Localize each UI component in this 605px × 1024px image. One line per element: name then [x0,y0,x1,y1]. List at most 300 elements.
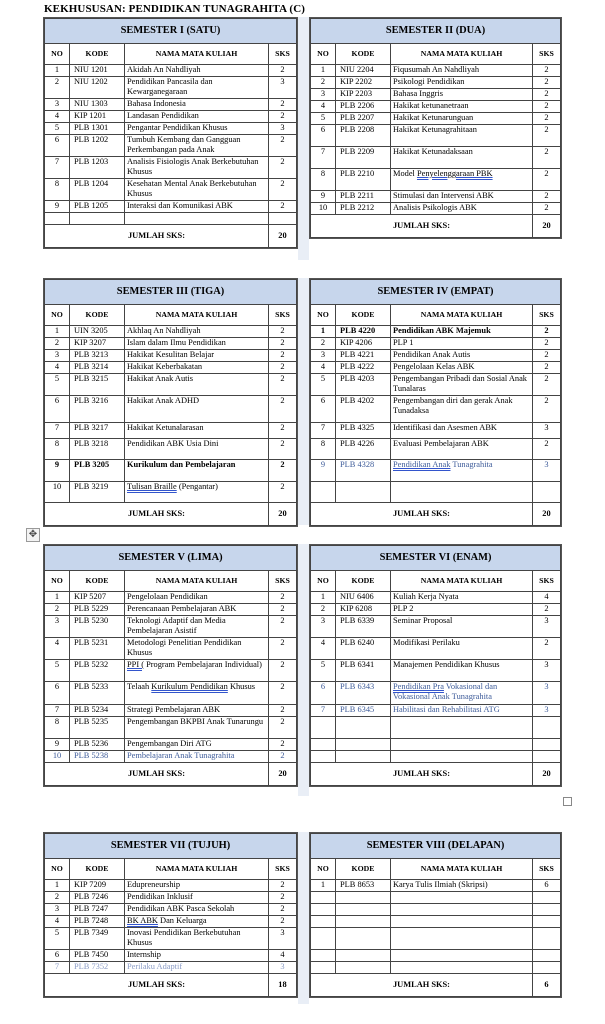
cell-kode [336,916,391,928]
cell-no: 9 [45,460,70,482]
cell-kode: PLB 2212 [336,203,391,215]
total-row [45,503,297,526]
total-row [311,974,561,997]
cell-kode: KIP 4206 [336,338,391,350]
cell-no: 6 [45,135,70,157]
cell-sks: 2 [532,374,560,396]
cell-sks: 2 [532,338,560,350]
semester-title: SEMESTER II (DUA) [311,19,561,44]
total-label: JUMLAH SKS: [45,503,269,526]
total-sks: 18 [268,974,296,997]
total-sks: 6 [532,974,560,997]
table-row [311,616,561,638]
cell-kode: PLB 2210 [336,169,391,191]
cell-nama: Teknologi Adaptif dan Media Pembelajaran Asistif [125,616,269,638]
table-row [45,439,297,460]
cell-sks: 3 [533,682,561,705]
cell-no: 1 [45,326,70,338]
cell-no: 6 [311,396,336,423]
cell-sks: 3 [268,928,296,950]
cell-no: 7 [311,147,336,169]
cell-sks: 2 [268,396,296,423]
cell-no: 1 [311,592,336,604]
cell-no: 8 [45,179,70,201]
cell-sks: 3 [268,77,296,99]
cell-no: 4 [45,111,70,123]
cell-kode: PLB 4328 [336,460,391,482]
table-row [311,203,561,215]
cell-sks: 2 [269,616,297,638]
table-row [311,739,561,751]
column-header-nama: NAMA MATA KULIAH [125,44,269,65]
semester-table-semester-vii-tujuh [43,832,298,998]
column-header-kode: KODE [70,305,125,326]
cell-sks: 4 [533,592,561,604]
cell-nama: Hakikat Kesulitan Belajar [125,350,269,362]
cell-nama: Pengelolaan Kelas ABK [391,362,533,374]
cell-sks: 2 [533,604,561,616]
cell-no: 7 [45,423,70,439]
cell-nama [391,962,533,974]
cell-no: 4 [45,638,70,660]
cell-sks: 2 [268,892,296,904]
table-row [311,423,561,439]
cell-kode: UIN 3205 [70,326,125,338]
cell-kode: PLB 2208 [336,125,391,147]
cell-nama: Inovasi Pendidikan Berkebutuhan Khusus [125,928,269,950]
column-header-nama: NAMA MATA KULIAH [125,571,269,592]
semester-table-semester-ii-dua [309,17,562,239]
table-row [311,396,561,423]
column-header-kode: KODE [70,859,125,880]
cell-nama: Strategi Pembelajaran ABK [125,705,269,717]
cell-sks: 2 [268,374,296,396]
semester-title: SEMESTER VII (TUJUH) [45,834,297,859]
table-row [45,604,297,616]
cell-kode: PLB 1301 [70,123,125,135]
total-row [45,974,297,997]
cell-no [311,950,336,962]
table-row [45,904,297,916]
cell-sks: 2 [269,638,297,660]
table-row [311,439,561,460]
table-row [311,950,561,962]
cell-kode: PLB 4202 [336,396,391,423]
table-row [45,705,297,717]
cell-no: 4 [311,638,336,660]
cell-sks: 3 [533,616,561,638]
semester-title: SEMESTER III (TIGA) [45,280,297,305]
table-row [311,904,561,916]
total-row [311,215,561,238]
cell-kode: PLB 3205 [70,460,125,482]
cell-nama: PLP 1 [391,338,533,350]
separator [298,544,309,796]
table-row [45,201,297,213]
cell-kode: PLB 6341 [336,660,391,682]
cell-nama: Modifikasi Perilaku [391,638,533,660]
cell-nama: Analisis Psikologis ABK [391,203,533,215]
cell-kode [336,904,391,916]
cell-nama: Bahasa Inggris [391,89,533,101]
cell-kode [336,892,391,904]
cell-kode: PLB 1203 [70,157,125,179]
table-row [311,147,561,169]
table-row [45,638,297,660]
cell-no: 2 [311,77,336,89]
cell-kode: PLB 5236 [70,739,125,751]
column-header-no: NO [311,305,336,326]
cell-no: 3 [311,350,336,362]
cell-kode: PLB 3219 [70,482,125,503]
cell-no [311,751,336,763]
cell-sks: 2 [268,916,296,928]
cell-nama: Identifikasi dan Asesmen ABK [391,423,533,439]
cell-kode: NIU 6406 [336,592,391,604]
cell-nama [391,739,533,751]
cell-sks: 2 [268,65,296,77]
table-row [311,338,561,350]
cell-nama: Akhlaq An Nahdliyah [125,326,269,338]
column-header-no: NO [45,859,70,880]
cell-kode: PLB 6343 [336,682,391,705]
total-label: JUMLAH SKS: [45,763,269,786]
column-header-no: NO [45,571,70,592]
cell-nama: Pendidikan Pra Vokasional dan Vokasional Anak Tunagrahita [391,682,533,705]
cell-sks: 2 [269,717,297,739]
course-table [44,279,297,526]
table-row [45,362,297,374]
cell-no [311,739,336,751]
cell-kode: PLB 2209 [336,147,391,169]
cell-sks: 2 [532,396,560,423]
total-sks: 20 [532,503,560,526]
cell-no: 3 [45,616,70,638]
cell-kode: PLB 6345 [336,705,391,717]
table-row [311,916,561,928]
cell-no: 5 [311,660,336,682]
table-row [311,604,561,616]
semester-title: SEMESTER I (SATU) [45,19,297,44]
cell-sks: 2 [268,423,296,439]
cell-sks: 2 [268,179,296,201]
cell-kode: PLB 7246 [70,892,125,904]
cell-kode: PLB 5229 [70,604,125,616]
cell-no: 2 [45,77,70,99]
cell-no: 7 [311,705,336,717]
cell-nama [391,916,533,928]
cell-no: 5 [45,123,70,135]
cell-no: 9 [45,201,70,213]
cell-nama: Pendidikan ABK Pasca Sekolah [125,904,269,916]
cell-sks: 2 [268,460,296,482]
column-header-sks: SKS [268,44,296,65]
cell-sks: 2 [532,362,560,374]
cell-kode [336,751,391,763]
cell-sks [532,928,560,950]
cell-kode: PLB 6339 [336,616,391,638]
table-row [45,99,297,111]
cell-no: 8 [311,169,336,191]
cell-sks: 2 [533,638,561,660]
cell-nama: Manajemen Pendidikan Khusus [391,660,533,682]
table-row [311,350,561,362]
move-icon[interactable]: ✥ [26,528,40,542]
cell-sks [532,950,560,962]
column-header-nama: NAMA MATA KULIAH [125,859,269,880]
cell-sks: 3 [533,660,561,682]
cell-no: 1 [311,880,336,892]
semester-title: SEMESTER VIII (DELAPAN) [311,834,561,859]
cell-sks: 2 [268,338,296,350]
cell-no: 2 [311,604,336,616]
table-row [45,213,297,225]
cell-kode: PLB 4325 [336,423,391,439]
cell-nama: Hakikat Ketunadaksaan [391,147,533,169]
cell-no: 1 [45,592,70,604]
cell-sks: 2 [268,201,296,213]
cell-sks: 2 [268,439,296,460]
cell-nama: Pengantar Pendidikan Khusus [125,123,269,135]
column-header-nama: NAMA MATA KULIAH [391,571,533,592]
cell-kode [70,213,125,225]
cell-kode: PLB 3217 [70,423,125,439]
cell-nama: Hakikat Ketunarunguan [391,113,533,125]
cell-no: 4 [311,101,336,113]
cell-kode: PLB 5232 [70,660,125,682]
table-row [311,928,561,950]
cell-kode: PLB 7247 [70,904,125,916]
table-row [311,592,561,604]
cell-nama: Tulisan Braille (Pengantar) [125,482,269,503]
table-row [311,125,561,147]
cell-kode: PLB 1205 [70,201,125,213]
cell-sks: 2 [533,113,561,125]
cell-nama: Habilitasi dan Rehabilitasi ATG [391,705,533,717]
table-row [45,326,297,338]
table-row [45,423,297,439]
cell-nama: Perilaku Adaptif [125,962,269,974]
cell-kode: PLB 3218 [70,439,125,460]
cell-kode [336,482,391,503]
cell-nama: Pengelolaan Pendidikan [125,592,269,604]
cell-nama: Pendidikan Anak Tunagrahita [391,460,533,482]
table-row [311,751,561,763]
cell-no: 5 [311,374,336,396]
cell-nama: Kuliah Kerja Nyata [391,592,533,604]
cell-kode: PLB 7349 [70,928,125,950]
semester-title: SEMESTER VI (ENAM) [311,546,561,571]
cell-sks: 2 [269,682,297,705]
cell-no: 4 [311,362,336,374]
cell-nama: Perencanaan Pembelajaran ABK [125,604,269,616]
cell-no: 5 [45,374,70,396]
table-row [311,65,561,77]
cell-no: 10 [45,751,70,763]
table-row [45,135,297,157]
table-row [311,880,561,892]
cell-nama [391,928,533,950]
cell-nama: Pendidikan Anak Autis [391,350,533,362]
table-row [45,338,297,350]
table-row [45,880,297,892]
column-header-nama: NAMA MATA KULIAH [125,305,269,326]
cell-sks: 2 [533,77,561,89]
cell-sks: 2 [268,482,296,503]
cell-kode: KIP 2202 [336,77,391,89]
semester-table-semester-iii-tiga [43,278,298,527]
cell-sks [268,213,296,225]
cell-nama: Analisis Fisiologis Anak Berkebutuhan Khusus [125,157,269,179]
course-table [44,545,297,786]
cell-no: 10 [311,203,336,215]
cell-sks: 2 [268,350,296,362]
table-row [45,892,297,904]
table-row [45,482,297,503]
table-row [45,717,297,739]
cell-no [45,213,70,225]
cell-kode: PLB 4220 [336,326,391,338]
cell-kode: KIP 2203 [336,89,391,101]
table-row [45,682,297,705]
cell-nama: Pendidikan Pancasila dan Kewarganegaraan [125,77,269,99]
cell-no: 5 [45,660,70,682]
cell-kode: PLB 2211 [336,191,391,203]
total-sks: 20 [268,503,296,526]
cell-nama: Metodologi Penelitian Pendidikan Khusus [125,638,269,660]
column-header-nama: NAMA MATA KULIAH [391,44,533,65]
cell-sks: 2 [532,439,560,460]
cell-kode [336,928,391,950]
cell-sks: 3 [532,423,560,439]
table-row [311,638,561,660]
cell-nama [391,482,533,503]
table-row [45,77,297,99]
cell-sks: 2 [533,65,561,77]
cell-kode: PLB 4221 [336,350,391,362]
column-header-sks: SKS [533,44,561,65]
cell-sks: 2 [269,751,297,763]
total-row [45,763,297,786]
cell-no: 4 [45,362,70,374]
total-sks: 20 [268,225,296,248]
cell-no: 1 [45,65,70,77]
total-label: JUMLAH SKS: [45,225,269,248]
cell-no: 1 [45,880,70,892]
column-header-sks: SKS [532,305,560,326]
cell-sks [532,904,560,916]
cell-kode: NIU 1202 [70,77,125,99]
table-row [311,482,561,503]
cell-no: 3 [45,350,70,362]
column-header-sks: SKS [532,859,560,880]
cell-kode: PLB 8653 [336,880,391,892]
separator [298,17,309,260]
table-row [311,962,561,974]
cell-nama: Model Penyelenggaraan PBK [391,169,533,191]
cell-no: 8 [45,439,70,460]
cell-kode: KIP 7209 [70,880,125,892]
cell-no: 2 [45,338,70,350]
cell-nama: Karya Tulis Ilmiah (Skripsi) [391,880,533,892]
table-row [311,191,561,203]
cell-kode: PLB 4222 [336,362,391,374]
cell-nama: Telaah Kurikulum Pendidikan Khusus [125,682,269,705]
cell-no: 8 [45,717,70,739]
resize-handle-icon[interactable] [563,797,572,806]
semester-table-semester-viii-delapan [309,832,562,998]
cell-nama: Islam dalam Ilmu Pendidikan [125,338,269,350]
cell-kode: PLB 1204 [70,179,125,201]
table-row [45,739,297,751]
cell-sks: 2 [268,362,296,374]
table-row [45,123,297,135]
total-row [45,225,297,248]
cell-no: 1 [311,326,336,338]
column-header-nama: NAMA MATA KULIAH [391,305,533,326]
cell-sks [533,717,561,739]
total-label: JUMLAH SKS: [311,503,533,526]
cell-nama: Stimulasi dan Intervensi ABK [391,191,533,203]
document-title: KEKHUSUSAN: PENDIDIKAN TUNAGRAHITA (C) [44,3,305,15]
cell-no: 7 [45,157,70,179]
cell-no: 6 [311,125,336,147]
cell-kode: PLB 1202 [70,135,125,157]
cell-kode: KIP 1201 [70,111,125,123]
semester-table-semester-vi-enam [309,544,562,787]
cell-sks [533,739,561,751]
cell-no [311,916,336,928]
cell-kode: PLB 2206 [336,101,391,113]
cell-sks: 2 [268,99,296,111]
total-row [311,503,561,526]
table-row [45,950,297,962]
cell-nama: Akidah An Nahdliyah [125,65,269,77]
table-row [311,660,561,682]
cell-sks: 2 [269,660,297,682]
cell-nama: Pengembangan diri dan gerak Anak Tunadaksa [391,396,533,423]
table-row [45,616,297,638]
semester-title: SEMESTER V (LIMA) [45,546,297,571]
cell-sks: 2 [533,203,561,215]
table-row [311,362,561,374]
cell-no: 3 [311,89,336,101]
cell-nama: Internship [125,950,269,962]
separator [298,278,309,525]
cell-nama [391,904,533,916]
cell-sks: 3 [533,705,561,717]
table-row [45,916,297,928]
total-sks: 20 [269,763,297,786]
cell-kode: PLB 3214 [70,362,125,374]
cell-nama: Kesehatan Mental Anak Berkebutuhan Khusus [125,179,269,201]
separator [298,832,309,1004]
cell-sks: 2 [268,157,296,179]
column-header-nama: NAMA MATA KULIAH [391,859,533,880]
cell-nama: Pendidikan ABK Majemuk [391,326,533,338]
cell-kode: KIP 3207 [70,338,125,350]
cell-no: 6 [45,682,70,705]
table-row [311,374,561,396]
cell-no: 8 [311,439,336,460]
cell-nama: Pengembangan BKPBI Anak Tunarungu [125,717,269,739]
cell-kode: KIP 6208 [336,604,391,616]
cell-nama: PLP 2 [391,604,533,616]
cell-nama: Seminar Proposal [391,616,533,638]
table-row [311,77,561,89]
cell-kode: KIP 5207 [70,592,125,604]
cell-sks [532,962,560,974]
